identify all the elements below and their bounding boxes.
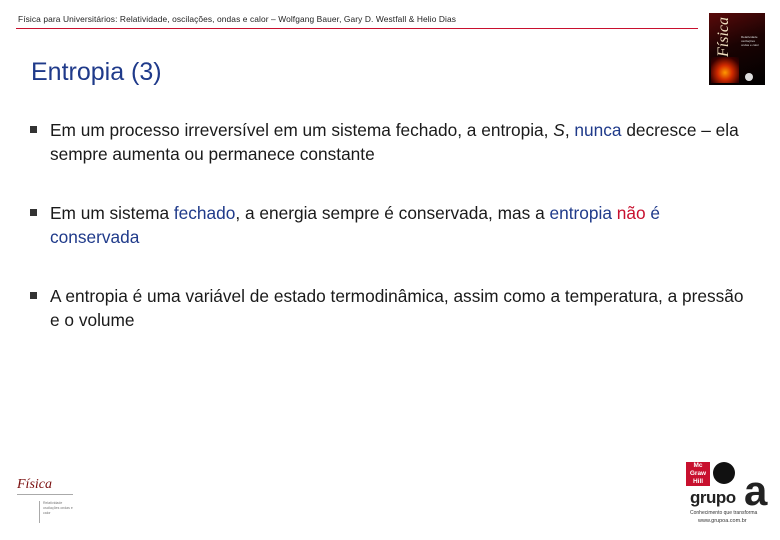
bullet-item-3 — [30, 284, 750, 332]
bullet-1-text-c: decresce – ela sempre aumenta ou permanece constante — [50, 120, 739, 164]
grupo-a-letter: a — [744, 467, 768, 514]
cover-title: Física — [715, 17, 732, 57]
footer-book-rule — [17, 494, 73, 495]
bullet-list — [30, 118, 750, 367]
bookman-seal-icon — [713, 462, 735, 484]
footer-book-logo — [17, 478, 77, 528]
slide-title: Entropia (3) — [31, 58, 162, 86]
bullet-2-text-b: , a energia sempre é conservada, mas a — [235, 203, 550, 223]
bullet-1-highlight-nunca: nunca — [574, 120, 622, 140]
footer-book-title: Física — [17, 477, 52, 492]
bullet-2-highlight-entropia: entropia — [549, 203, 612, 223]
bullet-2-highlight-fechado: fechado — [173, 203, 236, 223]
header-citation: Física para Universitários: Relatividade, oscilações, ondas e calor – Wolfgang Bauer, Gary D. Westfall & Helio Dias — [18, 14, 457, 24]
bullet-square-icon — [30, 292, 37, 299]
header-divider — [16, 28, 698, 29]
publisher-tagline: Conhecimento que transforma — [690, 510, 758, 516]
publisher-website: www.grupoa.com.br — [698, 518, 747, 524]
bullet-square-icon — [30, 209, 37, 216]
cover-small-text: Relatividade oscilações ondas e calor — [741, 35, 760, 47]
mcgraw-hill-logo: Mc Graw Hill — [686, 462, 710, 486]
cover-flame-graphic — [711, 57, 739, 83]
publisher-logos — [686, 462, 772, 532]
book-cover-thumbnail — [709, 13, 765, 85]
bullet-item-1 — [30, 118, 750, 166]
bullet-1-symbol-s: S — [553, 120, 565, 140]
bullet-2-text-a: Em um sistema — [50, 203, 174, 223]
bullet-1-text-a: Em um processo irreversível em um sistema fechado, a entropia, — [50, 120, 554, 140]
bullet-3-text: A entropia é uma variável de estado termodinâmica, assim como a temperatura, a pressão e o volume — [50, 286, 744, 330]
bullet-2-highlight-conservada: é conservada — [50, 203, 661, 247]
cover-publisher-badge — [745, 73, 753, 81]
bullet-item-2 — [30, 201, 750, 249]
bullet-2-highlight-nao: não — [616, 203, 646, 223]
bullet-square-icon — [30, 126, 37, 133]
bullet-1-text-b: , — [564, 120, 575, 140]
grupo-logo-text: grupo — [690, 488, 736, 507]
footer-book-subtitle: Relatividade oscilações ondas e calor — [39, 501, 77, 523]
